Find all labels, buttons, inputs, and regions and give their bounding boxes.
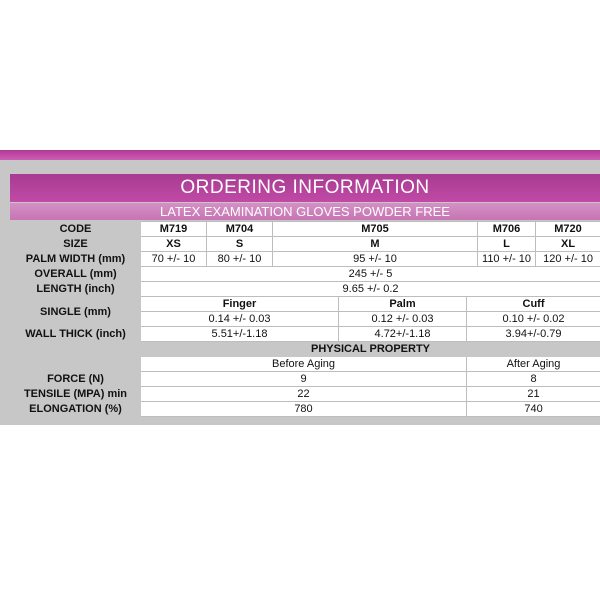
elongation-after: 740: [467, 402, 600, 417]
aging-header-row: [11, 357, 600, 372]
code-cell: M706: [478, 222, 536, 237]
size-cell: S: [207, 237, 273, 252]
physical-property-title-row: [11, 342, 600, 357]
palm-header: Palm: [339, 297, 467, 312]
tensile-label: TENSILE (MPA) min: [11, 387, 141, 402]
palm-width-label: PALM WIDTH (mm): [11, 252, 141, 267]
ordering-information-title: ORDERING INFORMATION: [10, 174, 600, 202]
overall-row: [11, 267, 600, 282]
code-row: [11, 222, 600, 237]
product-subtitle: LATEX EXAMINATION GLOVES POWDER FREE: [10, 203, 600, 220]
single-label: SINGLE (mm): [11, 297, 141, 327]
tensile-row: [11, 387, 600, 402]
palm-width-cell: 80 +/- 10: [207, 252, 273, 267]
force-label: FORCE (N): [11, 372, 141, 387]
palm-width-cell: 70 +/- 10: [141, 252, 207, 267]
elongation-row: [11, 402, 600, 417]
single-cuff-value: 0.10 +/- 0.02: [467, 312, 600, 327]
cuff-header: Cuff: [467, 297, 600, 312]
code-cell: M720: [536, 222, 600, 237]
palm-width-cell: 110 +/- 10: [478, 252, 536, 267]
length-label: LENGTH (inch): [11, 282, 141, 297]
length-row: [11, 282, 600, 297]
size-label: SIZE: [11, 237, 141, 252]
length-value: 9.65 +/- 0.2: [141, 282, 600, 297]
force-after: 8: [467, 372, 600, 387]
wall-thick-label: WALL THICK (inch): [11, 327, 141, 342]
code-cell: M704: [207, 222, 273, 237]
code-cell: M719: [141, 222, 207, 237]
code-cell: M705: [273, 222, 478, 237]
size-row: [11, 237, 600, 252]
wall-thick-cuff: 3.94+/-0.79: [467, 327, 600, 342]
spacer-cell: [11, 357, 141, 372]
palm-width-cell: 120 +/- 10: [536, 252, 600, 267]
size-cell: XS: [141, 237, 207, 252]
single-palm-value: 0.12 +/- 0.03: [339, 312, 467, 327]
force-before: 9: [141, 372, 467, 387]
wall-thick-finger: 5.51+/-1.18: [141, 327, 339, 342]
palm-width-row: [11, 252, 600, 267]
before-aging-header: Before Aging: [141, 357, 467, 372]
size-cell: M: [273, 237, 478, 252]
tensile-after: 21: [467, 387, 600, 402]
tensile-before: 22: [141, 387, 467, 402]
size-cell: XL: [536, 237, 600, 252]
single-header-row: [11, 297, 600, 312]
spec-table: [10, 221, 600, 417]
code-label: CODE: [11, 222, 141, 237]
palm-width-cell: 95 +/- 10: [273, 252, 478, 267]
physical-property-title: PHYSICAL PROPERTY: [141, 342, 600, 357]
size-cell: L: [478, 237, 536, 252]
wall-thick-row: [11, 327, 600, 342]
finger-header: Finger: [141, 297, 339, 312]
after-aging-header: After Aging: [467, 357, 600, 372]
overall-value: 245 +/- 5: [141, 267, 600, 282]
force-row: [11, 372, 600, 387]
elongation-before: 780: [141, 402, 467, 417]
wall-thick-palm: 4.72+/-1.18: [339, 327, 467, 342]
single-finger-value: 0.14 +/- 0.03: [141, 312, 339, 327]
accent-band: [0, 150, 600, 160]
overall-label: OVERALL (mm): [11, 267, 141, 282]
spacer-cell: [11, 342, 141, 357]
elongation-label: ELONGATION (%): [11, 402, 141, 417]
